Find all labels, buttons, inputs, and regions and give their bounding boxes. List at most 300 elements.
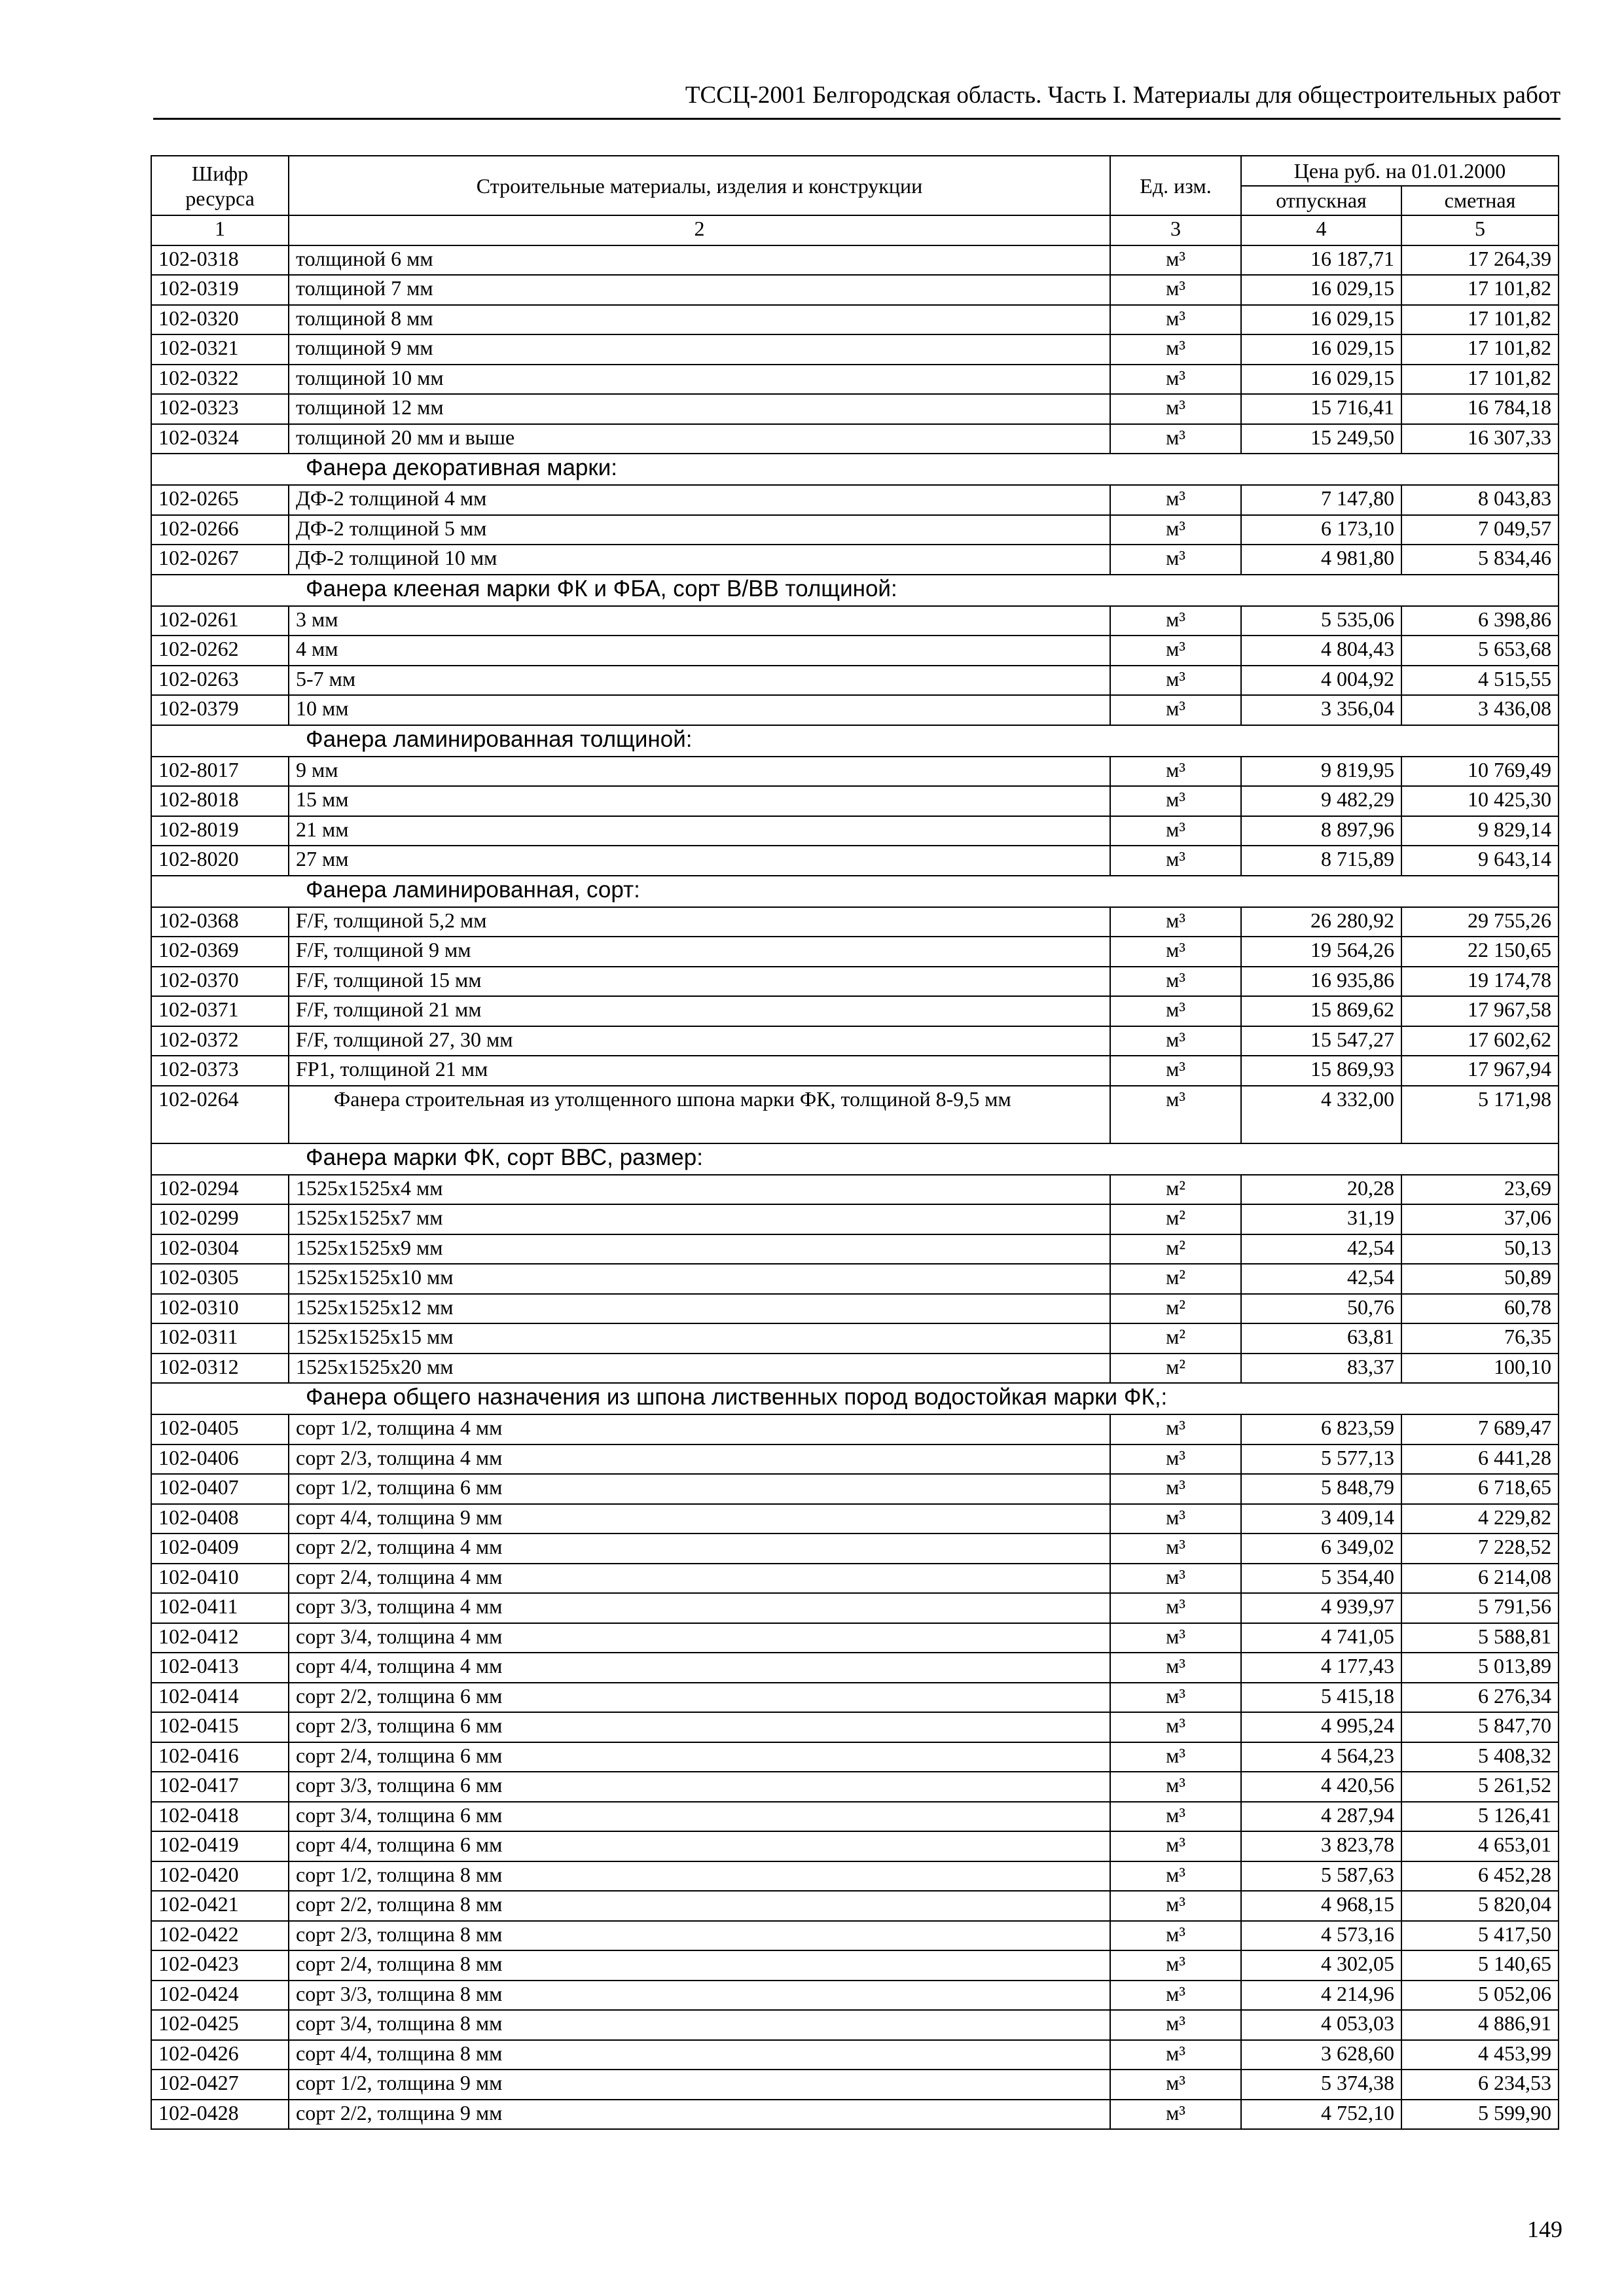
- estimate-price: 17 101,82: [1401, 305, 1559, 335]
- unit-of-measure: м³: [1110, 786, 1241, 816]
- release-price: 4 804,43: [1241, 636, 1401, 666]
- table-row: [151, 275, 1559, 305]
- table-row: [151, 1891, 1559, 1921]
- unit-of-measure: м³: [1110, 394, 1241, 424]
- unit-of-measure: м³: [1110, 275, 1241, 305]
- unit-of-measure: м³: [1110, 1891, 1241, 1921]
- release-price: 42,54: [1241, 1234, 1401, 1265]
- unit-of-measure: м³: [1110, 606, 1241, 636]
- table-row: [151, 394, 1559, 424]
- unit-of-measure: м³: [1110, 334, 1241, 365]
- unit-of-measure: м³: [1110, 1861, 1241, 1892]
- table-row: [151, 1921, 1559, 1951]
- release-price: 6 349,02: [1241, 1534, 1401, 1564]
- release-price: 4 939,97: [1241, 1593, 1401, 1623]
- estimate-price: 17 101,82: [1401, 365, 1559, 395]
- table-row: [151, 666, 1559, 696]
- estimate-price: 16 307,33: [1401, 424, 1559, 454]
- material-name: сорт 2/2, толщина 9 мм: [289, 2100, 1110, 2130]
- resource-code: 102-0406: [151, 1444, 289, 1475]
- header-price-release: отпускная: [1241, 186, 1401, 216]
- group-heading-row: [151, 575, 1559, 606]
- estimate-price: 3 436,08: [1401, 695, 1559, 725]
- material-name: 1525х1525х20 мм: [289, 1354, 1110, 1384]
- table-row: [151, 305, 1559, 335]
- unit-of-measure: м³: [1110, 1950, 1241, 1981]
- estimate-price: 6 234,53: [1401, 2070, 1559, 2100]
- estimate-price: 17 264,39: [1401, 245, 1559, 276]
- material-name: 5-7 мм: [289, 666, 1110, 696]
- material-name: 1525х1525х15 мм: [289, 1323, 1110, 1354]
- release-price: 4 564,23: [1241, 1742, 1401, 1772]
- unit-of-measure: м³: [1110, 2100, 1241, 2130]
- release-price: 16 029,15: [1241, 275, 1401, 305]
- unit-of-measure: м³: [1110, 485, 1241, 515]
- resource-code: 102-0294: [151, 1175, 289, 1205]
- material-name: FP1, толщиной 21 мм: [289, 1056, 1110, 1086]
- estimate-price: 10 769,49: [1401, 757, 1559, 787]
- resource-code: 102-0312: [151, 1354, 289, 1384]
- table-row: [151, 334, 1559, 365]
- unit-of-measure: м³: [1110, 1026, 1241, 1056]
- price-table: [151, 155, 1559, 2130]
- table-row: [151, 1653, 1559, 1683]
- material-name: ДФ-2 толщиной 4 мм: [289, 485, 1110, 515]
- material-name: 1525х1525х12 мм: [289, 1294, 1110, 1324]
- estimate-price: 5 408,32: [1401, 1742, 1559, 1772]
- release-price: 16 029,15: [1241, 334, 1401, 365]
- estimate-price: 5 261,52: [1401, 1772, 1559, 1802]
- material-name: 1525х1525х4 мм: [289, 1175, 1110, 1205]
- estimate-price: 60,78: [1401, 1294, 1559, 1324]
- release-price: 7 147,80: [1241, 485, 1401, 515]
- table-row: [151, 1294, 1559, 1324]
- table-row: [151, 1534, 1559, 1564]
- unit-of-measure: м³: [1110, 967, 1241, 997]
- resource-code: 102-0411: [151, 1593, 289, 1623]
- release-price: 20,28: [1241, 1175, 1401, 1205]
- table-row: [151, 1323, 1559, 1354]
- resource-code: 102-0319: [151, 275, 289, 305]
- unit-of-measure: м³: [1110, 846, 1241, 876]
- resource-code: 102-0320: [151, 305, 289, 335]
- estimate-price: 5 847,70: [1401, 1712, 1559, 1742]
- table-row: [151, 937, 1559, 967]
- resource-code: 102-0304: [151, 1234, 289, 1265]
- table-row: [151, 1742, 1559, 1772]
- unit-of-measure: м³: [1110, 2010, 1241, 2040]
- release-price: 3 409,14: [1241, 1504, 1401, 1534]
- estimate-price: 5 588,81: [1401, 1623, 1559, 1653]
- table-row: [151, 1175, 1559, 1205]
- release-price: 5 354,40: [1241, 1564, 1401, 1594]
- unit-of-measure: м³: [1110, 2070, 1241, 2100]
- estimate-price: 6 276,34: [1401, 1683, 1559, 1713]
- material-name: сорт 2/3, толщина 8 мм: [289, 1921, 1110, 1951]
- table-row: [151, 1712, 1559, 1742]
- table-row: [151, 816, 1559, 846]
- resource-code: 102-0415: [151, 1712, 289, 1742]
- unit-of-measure: м³: [1110, 1742, 1241, 1772]
- estimate-price: 5 791,56: [1401, 1593, 1559, 1623]
- unit-of-measure: м²: [1110, 1354, 1241, 1384]
- unit-of-measure: м³: [1110, 1534, 1241, 1564]
- estimate-price: 17 101,82: [1401, 334, 1559, 365]
- release-price: 4 177,43: [1241, 1653, 1401, 1683]
- release-price: 3 823,78: [1241, 1831, 1401, 1861]
- release-price: 3 628,60: [1241, 2040, 1401, 2070]
- estimate-price: 7 689,47: [1401, 1414, 1559, 1444]
- table-row: [151, 996, 1559, 1026]
- resource-code: 102-0369: [151, 937, 289, 967]
- unit-of-measure: м²: [1110, 1264, 1241, 1294]
- resource-code: 102-8019: [151, 816, 289, 846]
- unit-of-measure: м³: [1110, 1802, 1241, 1832]
- column-number: 4: [1241, 215, 1401, 245]
- release-price: 9 819,95: [1241, 757, 1401, 787]
- release-price: 4 332,00: [1241, 1086, 1401, 1143]
- resource-code: 102-8018: [151, 786, 289, 816]
- release-price: 5 587,63: [1241, 1861, 1401, 1892]
- unit-of-measure: м³: [1110, 1056, 1241, 1086]
- material-name: толщиной 9 мм: [289, 334, 1110, 365]
- material-name: F/F, толщиной 21 мм: [289, 996, 1110, 1026]
- header-title: ТССЦ-2001 Белгородская область. Часть I. Материалы для общестроительных работ: [685, 82, 1561, 109]
- release-price: 6 173,10: [1241, 515, 1401, 545]
- table-row: [151, 485, 1559, 515]
- estimate-price: 23,69: [1401, 1175, 1559, 1205]
- resource-code: 102-0422: [151, 1921, 289, 1951]
- material-name: Фанера строительная из утолщенного шпона марки ФК, толщиной 8-9,5 мм: [289, 1086, 1110, 1143]
- resource-code: 102-0412: [151, 1623, 289, 1653]
- table-row: [151, 1861, 1559, 1892]
- unit-of-measure: м³: [1110, 816, 1241, 846]
- release-price: 4 968,15: [1241, 1891, 1401, 1921]
- estimate-price: 7 228,52: [1401, 1534, 1559, 1564]
- material-name: сорт 1/2, толщина 6 мм: [289, 1474, 1110, 1504]
- material-name: 15 мм: [289, 786, 1110, 816]
- resource-code: 102-0321: [151, 334, 289, 365]
- header-unit: Ед. изм.: [1110, 156, 1241, 215]
- material-name: ДФ-2 толщиной 10 мм: [289, 545, 1110, 575]
- table-row: [151, 1204, 1559, 1234]
- header-code: Шифр ресурса: [151, 156, 289, 215]
- material-name: сорт 3/4, толщина 4 мм: [289, 1623, 1110, 1653]
- unit-of-measure: м³: [1110, 1653, 1241, 1683]
- table-row: [151, 1772, 1559, 1802]
- resource-code: 102-0261: [151, 606, 289, 636]
- release-price: 8 715,89: [1241, 846, 1401, 876]
- table-row: [151, 2010, 1559, 2040]
- resource-code: 102-0372: [151, 1026, 289, 1056]
- resource-code: 102-0424: [151, 1981, 289, 2011]
- release-price: 16 187,71: [1241, 245, 1401, 276]
- release-price: 5 848,79: [1241, 1474, 1401, 1504]
- material-name: сорт 2/4, толщина 8 мм: [289, 1950, 1110, 1981]
- release-price: 4 214,96: [1241, 1981, 1401, 2011]
- column-number: 1: [151, 215, 289, 245]
- estimate-price: 4 515,55: [1401, 666, 1559, 696]
- estimate-price: 4 453,99: [1401, 2040, 1559, 2070]
- resource-code: 102-0414: [151, 1683, 289, 1713]
- table-row: [151, 1056, 1559, 1086]
- group-title: Фанера общего назначения из шпона лиственных пород водостойкая марки ФК,:: [151, 1383, 1559, 1414]
- release-price: 83,37: [1241, 1354, 1401, 1384]
- material-name: 9 мм: [289, 757, 1110, 787]
- material-name: сорт 2/4, толщина 4 мм: [289, 1564, 1110, 1594]
- material-name: толщиной 12 мм: [289, 394, 1110, 424]
- estimate-price: 5 171,98: [1401, 1086, 1559, 1143]
- resource-code: 102-0368: [151, 907, 289, 937]
- table-row: [151, 2040, 1559, 2070]
- resource-code: 102-0428: [151, 2100, 289, 2130]
- material-name: сорт 2/2, толщина 6 мм: [289, 1683, 1110, 1713]
- resource-code: 102-0419: [151, 1831, 289, 1861]
- table-row: [151, 967, 1559, 997]
- release-price: 4 420,56: [1241, 1772, 1401, 1802]
- release-price: 4 302,05: [1241, 1950, 1401, 1981]
- material-name: сорт 1/2, толщина 4 мм: [289, 1414, 1110, 1444]
- release-price: 4 995,24: [1241, 1712, 1401, 1742]
- material-name: толщиной 7 мм: [289, 275, 1110, 305]
- table-row: [151, 846, 1559, 876]
- table-row: [151, 757, 1559, 787]
- estimate-price: 4 653,01: [1401, 1831, 1559, 1861]
- release-price: 31,19: [1241, 1204, 1401, 1234]
- resource-code: 102-0407: [151, 1474, 289, 1504]
- material-name: сорт 2/2, толщина 8 мм: [289, 1891, 1110, 1921]
- unit-of-measure: м³: [1110, 245, 1241, 276]
- material-name: 4 мм: [289, 636, 1110, 666]
- release-price: 4 287,94: [1241, 1802, 1401, 1832]
- unit-of-measure: м³: [1110, 1593, 1241, 1623]
- resource-code: 102-0427: [151, 2070, 289, 2100]
- estimate-price: 5 126,41: [1401, 1802, 1559, 1832]
- release-price: 4 752,10: [1241, 2100, 1401, 2130]
- material-name: толщиной 6 мм: [289, 245, 1110, 276]
- table-row: [151, 1564, 1559, 1594]
- resource-code: 102-0426: [151, 2040, 289, 2070]
- table-row: [151, 1474, 1559, 1504]
- table-row: [151, 907, 1559, 937]
- estimate-price: 17 967,58: [1401, 996, 1559, 1026]
- material-name: сорт 2/3, толщина 4 мм: [289, 1444, 1110, 1475]
- table-row: [151, 1683, 1559, 1713]
- release-price: 5 415,18: [1241, 1683, 1401, 1713]
- release-price: 4 981,80: [1241, 545, 1401, 575]
- table-row: [151, 365, 1559, 395]
- estimate-price: 37,06: [1401, 1204, 1559, 1234]
- table-row: [151, 636, 1559, 666]
- material-name: F/F, толщиной 27, 30 мм: [289, 1026, 1110, 1056]
- estimate-price: 17 101,82: [1401, 275, 1559, 305]
- table-row: [151, 1831, 1559, 1861]
- table-row: [151, 245, 1559, 276]
- release-price: 8 897,96: [1241, 816, 1401, 846]
- resource-code: 102-0420: [151, 1861, 289, 1892]
- resource-code: 102-0425: [151, 2010, 289, 2040]
- material-name: F/F, толщиной 15 мм: [289, 967, 1110, 997]
- resource-code: 102-0410: [151, 1564, 289, 1594]
- table-row: [151, 1444, 1559, 1475]
- resource-code: 102-0262: [151, 636, 289, 666]
- material-name: сорт 1/2, толщина 8 мм: [289, 1861, 1110, 1892]
- unit-of-measure: м²: [1110, 1323, 1241, 1354]
- resource-code: 102-0371: [151, 996, 289, 1026]
- release-price: 5 535,06: [1241, 606, 1401, 636]
- estimate-price: 5 834,46: [1401, 545, 1559, 575]
- release-price: 16 029,15: [1241, 305, 1401, 335]
- column-number: 5: [1401, 215, 1559, 245]
- unit-of-measure: м³: [1110, 695, 1241, 725]
- unit-of-measure: м³: [1110, 1414, 1241, 1444]
- estimate-price: 5 820,04: [1401, 1891, 1559, 1921]
- material-name: 27 мм: [289, 846, 1110, 876]
- resource-code: 102-0418: [151, 1802, 289, 1832]
- column-numbers-row: [151, 215, 1559, 245]
- material-name: сорт 2/3, толщина 6 мм: [289, 1712, 1110, 1742]
- table-row: [151, 545, 1559, 575]
- material-name: ДФ-2 толщиной 5 мм: [289, 515, 1110, 545]
- unit-of-measure: м³: [1110, 1623, 1241, 1653]
- release-price: 4 741,05: [1241, 1623, 1401, 1653]
- estimate-price: 9 829,14: [1401, 816, 1559, 846]
- material-name: сорт 4/4, толщина 6 мм: [289, 1831, 1110, 1861]
- estimate-price: 19 174,78: [1401, 967, 1559, 997]
- release-price: 9 482,29: [1241, 786, 1401, 816]
- resource-code: 102-0310: [151, 1294, 289, 1324]
- estimate-price: 76,35: [1401, 1323, 1559, 1354]
- estimate-price: 29 755,26: [1401, 907, 1559, 937]
- material-name: сорт 3/4, толщина 8 мм: [289, 2010, 1110, 2040]
- release-price: 16 029,15: [1241, 365, 1401, 395]
- group-title: Фанера ламинированная толщиной:: [151, 725, 1559, 757]
- resource-code: 102-8017: [151, 757, 289, 787]
- page-header: [153, 81, 1561, 120]
- material-name: толщиной 8 мм: [289, 305, 1110, 335]
- estimate-price: 50,89: [1401, 1264, 1559, 1294]
- group-title: Фанера ламинированная, сорт:: [151, 876, 1559, 907]
- group-heading-row: [151, 876, 1559, 907]
- table-row: [151, 515, 1559, 545]
- table-row: [151, 1026, 1559, 1056]
- release-price: 15 249,50: [1241, 424, 1401, 454]
- release-price: 3 356,04: [1241, 695, 1401, 725]
- material-name: сорт 2/2, толщина 4 мм: [289, 1534, 1110, 1564]
- unit-of-measure: м³: [1110, 305, 1241, 335]
- table-row: [151, 424, 1559, 454]
- material-name: 3 мм: [289, 606, 1110, 636]
- resource-code: 102-0423: [151, 1950, 289, 1981]
- release-price: 15 716,41: [1241, 394, 1401, 424]
- unit-of-measure: м³: [1110, 757, 1241, 787]
- estimate-price: 6 398,86: [1401, 606, 1559, 636]
- unit-of-measure: м²: [1110, 1204, 1241, 1234]
- material-name: сорт 3/4, толщина 6 мм: [289, 1802, 1110, 1832]
- table-row: [151, 1950, 1559, 1981]
- table-row: [151, 1234, 1559, 1265]
- unit-of-measure: м³: [1110, 1921, 1241, 1951]
- release-price: 15 869,93: [1241, 1056, 1401, 1086]
- column-number: 3: [1110, 215, 1241, 245]
- material-name: сорт 4/4, толщина 8 мм: [289, 2040, 1110, 2070]
- table-row: [151, 1593, 1559, 1623]
- resource-code: 102-0416: [151, 1742, 289, 1772]
- table-row: [151, 1086, 1559, 1143]
- resource-code: 102-0405: [151, 1414, 289, 1444]
- unit-of-measure: м³: [1110, 1683, 1241, 1713]
- page-number: 149: [1527, 2216, 1562, 2242]
- material-name: сорт 4/4, толщина 4 мм: [289, 1653, 1110, 1683]
- release-price: 15 547,27: [1241, 1026, 1401, 1056]
- material-name: 1525х1525х10 мм: [289, 1264, 1110, 1294]
- estimate-price: 17 967,94: [1401, 1056, 1559, 1086]
- resource-code: 102-0305: [151, 1264, 289, 1294]
- release-price: 16 935,86: [1241, 967, 1401, 997]
- table-row: [151, 1354, 1559, 1384]
- release-price: 50,76: [1241, 1294, 1401, 1324]
- table-row: [151, 2070, 1559, 2100]
- unit-of-measure: м³: [1110, 424, 1241, 454]
- estimate-price: 100,10: [1401, 1354, 1559, 1384]
- table-row: [151, 1504, 1559, 1534]
- table-row: [151, 695, 1559, 725]
- resource-code: 102-8020: [151, 846, 289, 876]
- table-body: [151, 245, 1559, 2130]
- material-name: 21 мм: [289, 816, 1110, 846]
- unit-of-measure: м³: [1110, 1831, 1241, 1861]
- unit-of-measure: м³: [1110, 1772, 1241, 1802]
- table-row: [151, 786, 1559, 816]
- estimate-price: 6 441,28: [1401, 1444, 1559, 1475]
- unit-of-measure: м²: [1110, 1234, 1241, 1265]
- table-row: [151, 1264, 1559, 1294]
- column-number: 2: [289, 215, 1110, 245]
- material-name: сорт 1/2, толщина 9 мм: [289, 2070, 1110, 2100]
- estimate-price: 5 052,06: [1401, 1981, 1559, 2011]
- estimate-price: 5 653,68: [1401, 636, 1559, 666]
- estimate-price: 5 013,89: [1401, 1653, 1559, 1683]
- material-name: F/F, толщиной 5,2 мм: [289, 907, 1110, 937]
- release-price: 15 869,62: [1241, 996, 1401, 1026]
- unit-of-measure: м³: [1110, 666, 1241, 696]
- resource-code: 102-0263: [151, 666, 289, 696]
- resource-code: 102-0322: [151, 365, 289, 395]
- header-name: Строительные материалы, изделия и конструкции: [289, 156, 1110, 215]
- unit-of-measure: м³: [1110, 1474, 1241, 1504]
- release-price: 5 374,38: [1241, 2070, 1401, 2100]
- unit-of-measure: м³: [1110, 937, 1241, 967]
- table-row: [151, 1802, 1559, 1832]
- resource-code: 102-0311: [151, 1323, 289, 1354]
- resource-code: 102-0373: [151, 1056, 289, 1086]
- table-row: [151, 606, 1559, 636]
- estimate-price: 8 043,83: [1401, 485, 1559, 515]
- release-price: 6 823,59: [1241, 1414, 1401, 1444]
- unit-of-measure: м³: [1110, 1086, 1241, 1143]
- unit-of-measure: м³: [1110, 907, 1241, 937]
- release-price: 4 004,92: [1241, 666, 1401, 696]
- group-title: Фанера декоративная марки:: [151, 454, 1559, 485]
- unit-of-measure: м³: [1110, 1504, 1241, 1534]
- table-row: [151, 1623, 1559, 1653]
- unit-of-measure: м³: [1110, 365, 1241, 395]
- group-heading-row: [151, 1143, 1559, 1175]
- release-price: 63,81: [1241, 1323, 1401, 1354]
- material-name: сорт 2/4, толщина 6 мм: [289, 1742, 1110, 1772]
- unit-of-measure: м²: [1110, 1175, 1241, 1205]
- header-price-group: Цена руб. на 01.01.2000: [1241, 156, 1559, 186]
